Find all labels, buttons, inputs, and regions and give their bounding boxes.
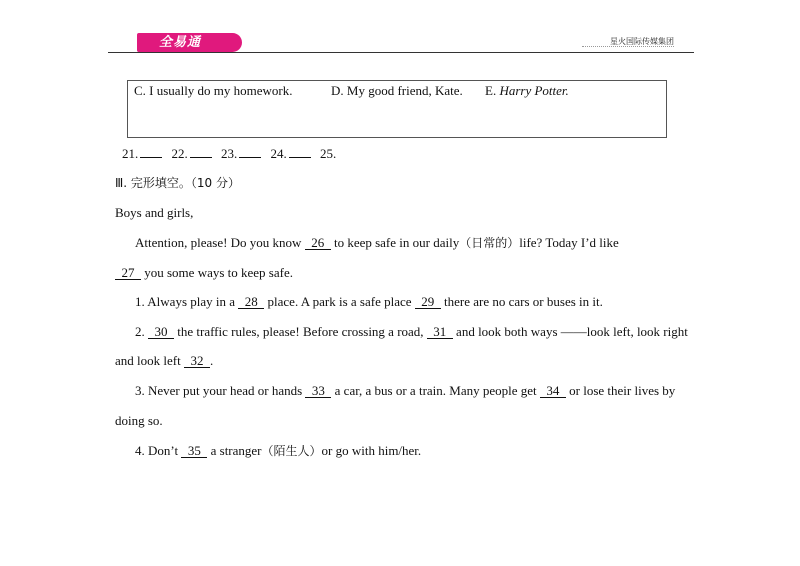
passage-line-2 xyxy=(115,265,293,281)
rule-3-cont: doing so. xyxy=(115,413,163,428)
publisher-name: 星火国际传媒集团 xyxy=(610,37,674,46)
text-segment: 3. Never put your head or hands xyxy=(135,383,306,398)
answer-blank-24[interactable] xyxy=(289,146,311,158)
text-segment: there are no cars or buses in it. xyxy=(440,294,603,309)
text-segment: a stranger xyxy=(207,443,262,458)
text-segment: 1. Always play in a xyxy=(135,294,239,309)
rule-4 xyxy=(135,443,421,459)
cn-gloss: （日常的） xyxy=(459,236,520,250)
text-segment: . xyxy=(209,353,214,368)
section-title: Ⅲ. 完形填空。（10 分） xyxy=(115,176,240,190)
rule-2-cont xyxy=(115,353,213,369)
brand-logo xyxy=(137,33,242,52)
blank-29[interactable]: 29 xyxy=(415,295,441,309)
text-segment: and look both ways ——look left, look right xyxy=(452,324,688,339)
text-segment: or go with him/her. xyxy=(321,443,422,458)
text-segment: Attention, please! Do you know xyxy=(135,235,305,250)
brand-logo-text: 全易通 xyxy=(159,35,202,50)
answer-label-21: 21. xyxy=(122,146,139,161)
blank-26[interactable]: 26 xyxy=(305,236,331,250)
answer-blank-23[interactable] xyxy=(239,146,261,158)
text-segment: or lose their lives by xyxy=(565,383,676,398)
answer-blank-21[interactable] xyxy=(140,146,162,158)
answer-blank-22[interactable] xyxy=(190,146,212,158)
blank-35[interactable]: 35 xyxy=(181,444,207,458)
publisher-underline xyxy=(582,46,674,49)
option-c: C. I usually do my homework. xyxy=(134,83,293,98)
options-box xyxy=(127,80,667,138)
option-e-title: Harry Potter. xyxy=(499,83,569,98)
text-segment: a car, a bus or a train. Many people get xyxy=(331,383,540,398)
text-segment: to keep safe in our daily xyxy=(330,235,460,250)
text-segment: 2. xyxy=(135,324,148,339)
passage-greeting: Boys and girls, xyxy=(115,205,194,220)
option-d: D. My good friend, Kate. xyxy=(331,83,463,98)
rule-1 xyxy=(135,294,603,310)
blank-32[interactable]: 32 xyxy=(184,354,210,368)
text-segment: and look left xyxy=(115,353,184,368)
passage-line-1 xyxy=(135,235,619,251)
answer-label-22: 22. xyxy=(171,146,188,161)
blank-31[interactable]: 31 xyxy=(427,325,453,339)
text-segment: 4. Don’t xyxy=(135,443,182,458)
answer-label-25: 25. xyxy=(320,146,337,161)
blank-27[interactable]: 27 xyxy=(115,266,141,280)
header-divider xyxy=(108,52,694,53)
text-segment: life? Today I’d like xyxy=(519,235,619,250)
option-e-prefix: E. xyxy=(485,83,500,98)
blank-28[interactable]: 28 xyxy=(238,295,264,309)
answer-blank-row xyxy=(122,146,336,162)
answer-label-23: 23. xyxy=(221,146,238,161)
text-segment: the traffic rules, please! Before crossing a road, xyxy=(174,324,427,339)
blank-34[interactable]: 34 xyxy=(540,384,566,398)
text-segment: place. A park is a safe place xyxy=(264,294,415,309)
text-segment: you some ways to keep safe. xyxy=(141,265,293,280)
rule-3 xyxy=(135,383,675,399)
rule-2 xyxy=(135,324,688,340)
answer-label-24: 24. xyxy=(270,146,287,161)
cn-gloss: （陌生人） xyxy=(261,444,322,458)
blank-33[interactable]: 33 xyxy=(305,384,331,398)
blank-30[interactable]: 30 xyxy=(148,325,174,339)
option-e xyxy=(485,83,569,99)
